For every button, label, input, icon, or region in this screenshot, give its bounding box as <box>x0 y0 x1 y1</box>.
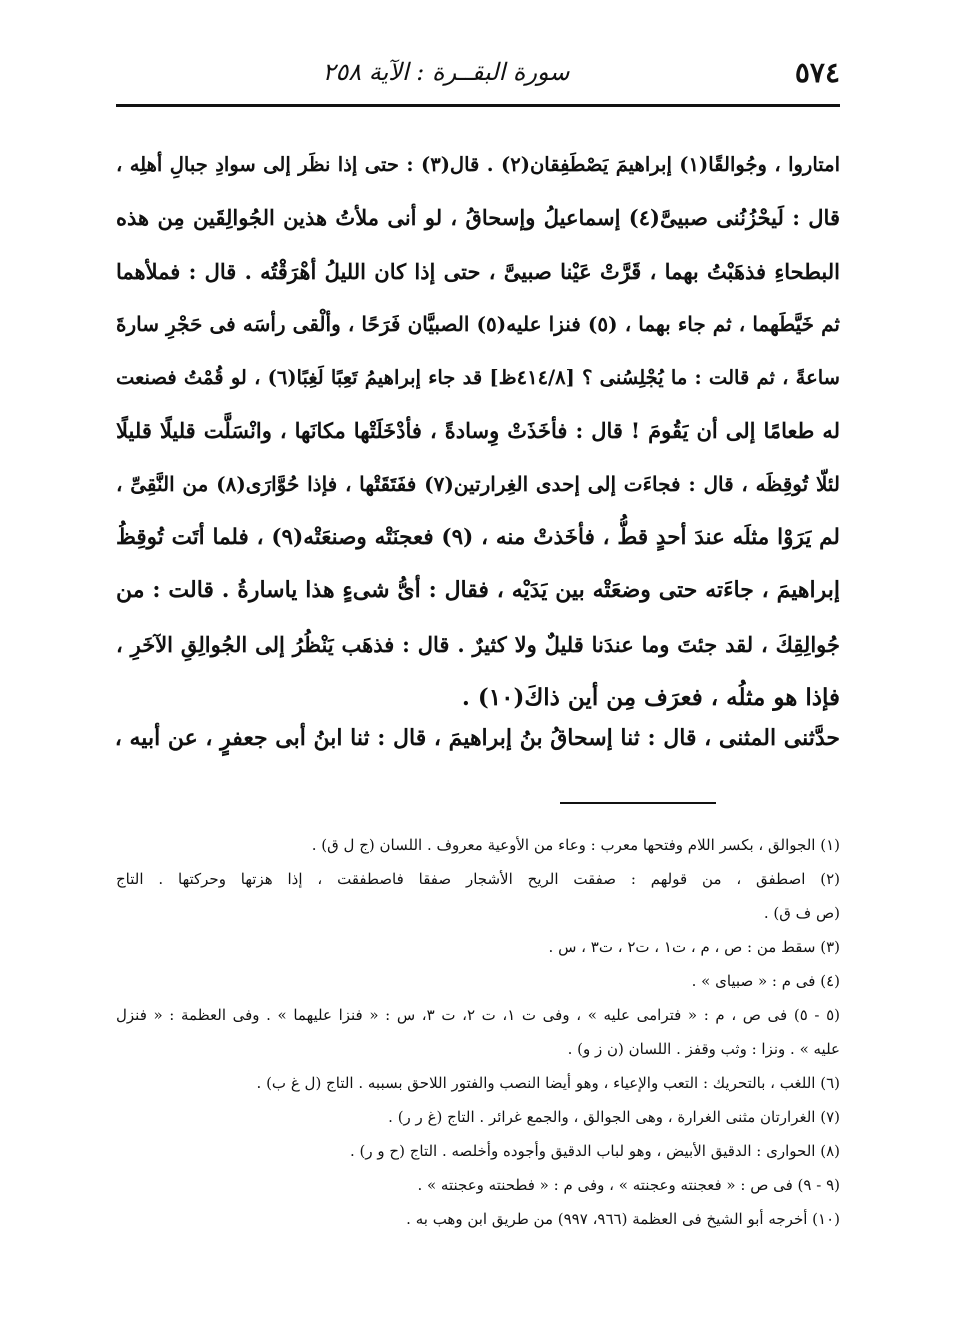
text-line: البطحاءِ فذهَبْتُ بهما ، قَرَّتْ عَيْنا صبيىَّ ، حتى إذا كان الليلُ أهْرَقْتُه . قال : فملأهما <box>116 258 840 284</box>
footnote: (٤) فى م : « صبياى » . <box>691 972 840 990</box>
footnote: (٨) الحوارى : الدقيق الأبيض ، وهو لباب الدقيق وأجوده وأخلصه . التاج (ح و ر) . <box>349 1142 840 1160</box>
text-line: امتاروا ، وجُوالقًا(١) إبراهيمَ يَصْطَفِقان(٢) . قال(٣) : حتى إذا نظَر إلى سوادِ جبالِ أهلِه ، <box>116 153 840 176</box>
text-line: إبراهيمَ ، جاءَته حتى وضعَتْه بين يَدَيْه ، فقال : أىُّ شىءٍ هذا ياسارةُ . قالت : من <box>116 577 840 604</box>
footnotes <box>116 828 840 1236</box>
text-line: لم يَرَوْا مثلَه عندَ أحدٍ قطُّ ، فأخَذتْ منه ، (٩) فعجنَتْه وصنعَتْه(٩) ، فلما أتَت تُوقِظُ <box>116 525 840 551</box>
footnote: (٦) اللغب ، بالتحريك : التعب والإعياء ، وهو أيضا النصب والفتور اللاحق بسببه . التاج (ل غ ب) . <box>256 1074 840 1092</box>
footnote: (٢) اصطفق ، من قولهم : صفقت الريح الأشجار صفقا فاصطفقت ، إذا هزتها وحركتها . التاج <box>116 870 840 888</box>
footnote: (٥ - ٥) فى ص ، م : « فترامى عليه » ، وفى ت ١، ت ٢، ت ٣، س : « فنزا عليهما » . وفى العظمة : « فنزل <box>116 1006 840 1024</box>
text-line: فإذا هو مثلُه ، فعرَف مِن أين ذاكَ(١٠) . <box>461 683 840 711</box>
text-line: جُوالِقِكَ ، لقد جئتَ وما عندَنا قليلٌ ولا كثيرٌ . قال : فذهَب يَنْظُرُ إلى الجُوالِقِ الآخَرِ ، <box>116 631 840 657</box>
page-number: ٥٧٤ <box>794 56 840 89</box>
main-text <box>116 138 840 724</box>
text-line: ثم خَيَّطَهما ، ثم جاء بهما ، (٥) فنزا عليه(٥) الصبيَّان فَرَحًا ، وألْقى رأسَه فى حَجْرِ سارةَ <box>116 311 840 336</box>
text-line: قال : لَيحْزُنُنى صبيىَّ(٤) إسماعيلُ وإسحاقُ ، لو أنى ملأتُ هذين الجُوالِقَين مِن هذه <box>116 205 840 231</box>
text-line: لئلّا تُوقِظَه ، قال : فجاءَت إلى إحدى الغِرارتين(٧) ففَتَقَتْها ، فإذا حُوَّارَى(٨) من النَّقِىِّ ، <box>116 471 840 496</box>
footnote: (ص ف ق) . <box>763 904 840 922</box>
footnote-divider <box>560 802 716 804</box>
text-line: له طعامًا إلى أن يَقُومَ ! قال : فأخَذَتْ وِسادةً ، فأدْخَلَتْها مكانَها ، وانْسَلَّت قليلًا قليلًا <box>116 418 840 444</box>
footnote: (٧) الغرارتان مثنى الغرارة ، وهى الجوالق ، والجمع غرائر . التاج (غ ر ر) . <box>388 1108 840 1126</box>
footnote: (١) الجوالق ، بكسر اللام وفتحها معرب : وعاء من الأوعية معروف . اللسان (ج ل ق) . <box>311 836 840 854</box>
page-header <box>116 50 840 100</box>
isnad-line: حدَّثنى المثنى ، قال : ثنا إسحاقُ بنُ إبراهيمَ ، قال : ثنا ابنُ أبى جعفرٍ ، عن أبيه ، <box>114 725 840 751</box>
footnote: (١٠) أخرجه أبو الشيخ فى العظمة (٩٦٦، ٩٩٧) من طريق ابن وهب به . <box>406 1210 840 1228</box>
footnote: عليه » . ونزا : وثب وقفز . اللسان (ن ز و) . <box>567 1040 840 1058</box>
footnote: (٣) سقط من : ص ، م ، ت١ ، ت٢ ، ت٣ ، س . <box>548 938 840 956</box>
text-line: ساعةً ، ثم قالت : ما يُجْلِسُنى ؟ [٤١٤/٨ظ] قد جاء إبراهيمُ تَعِبًا لَغِبًا(٦) ، لو قُمْتُ فصنعت <box>116 366 840 390</box>
header-divider <box>116 104 840 107</box>
running-title: سورة البقــرة : الآية ٢٥٨ <box>322 58 570 86</box>
footnote: (٩ - ٩) فى ص : « فعجنته وعجنته » ، وفى م : « فطحنته وعجنته » . <box>417 1176 840 1194</box>
